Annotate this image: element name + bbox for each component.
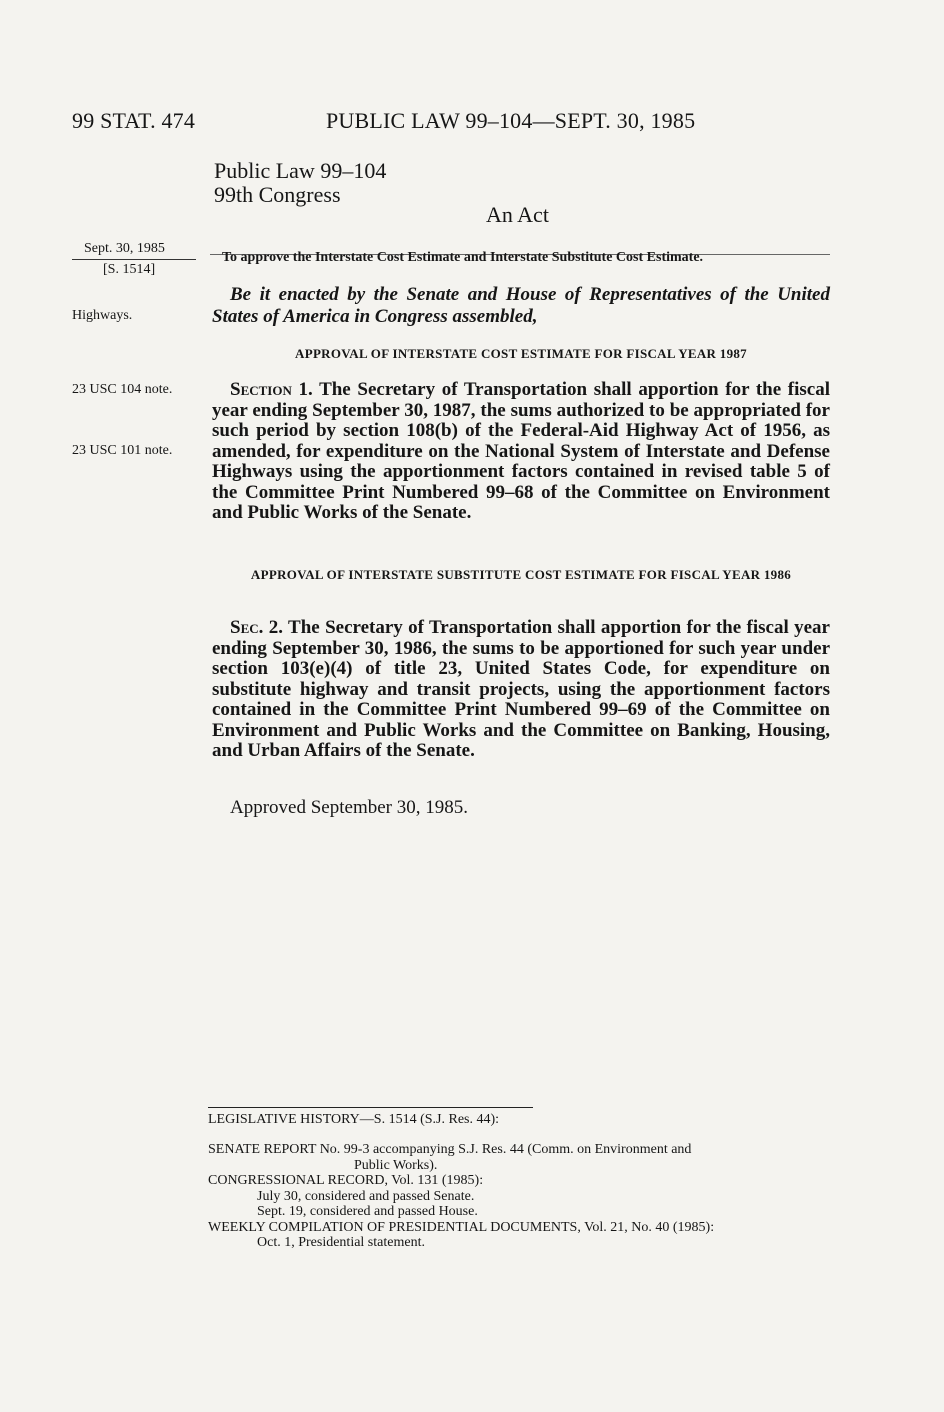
legislative-history-title: LEGISLATIVE HISTORY—S. 1514 (S.J. Res. 44): [208, 1112, 500, 1127]
congress-number: 99th Congress [214, 182, 341, 207]
section-1-text [212, 380, 830, 524]
section-1-heading: APPROVAL OF INTERSTATE COST ESTIMATE FOR FISCAL YEAR 1987 [295, 346, 747, 361]
legislative-history-rule [208, 1107, 533, 1108]
legislative-history-line: WEEKLY COMPILATION OF PRESIDENTIAL DOCUMENTS, Vol. 21, No. 40 (1985): [208, 1219, 715, 1235]
margin-usc-note-1: 23 USC 104 note. [72, 382, 173, 397]
an-act-title: An Act [486, 202, 549, 227]
enacting-clause: Be it enacted by the Senate and House of Representatives of the United States of America in Congress assembled, [212, 284, 830, 327]
section-2-label: Sec. 2. [230, 617, 283, 638]
legislative-history-line: Oct. 1, Presidential statement. [257, 1235, 425, 1250]
margin-usc-note-2: 23 USC 101 note. [72, 443, 173, 458]
public-law-number: Public Law 99–104 [214, 158, 387, 183]
section-2-text [212, 618, 830, 762]
margin-bill-number: [S. 1514] [103, 262, 156, 277]
approval-date: Approved September 30, 1985. [230, 797, 468, 818]
legislative-history-line: SENATE REPORT No. 99-3 accompanying S.J. Res. 44 (Comm. on Environment and [208, 1142, 692, 1157]
margin-date: Sept. 30, 1985 [84, 241, 165, 256]
legislative-history-list [208, 1142, 832, 1251]
legislative-history-line: Public Works). [354, 1157, 438, 1173]
legislative-history-line: Sept. 19, considered and passed House. [257, 1204, 478, 1219]
section-2-heading: APPROVAL OF INTERSTATE SUBSTITUTE COST ESTIMATE FOR FISCAL YEAR 1986 [250, 567, 792, 582]
section-2-body: The Secretary of Transportation shall apportion for the fiscal year ending September 30, 1986, the sums to be apportioned for such year under section 103(e)(4) of title 23, United States Code, for expenditure on substitute highway and transit projects, using the apportionment factors contained in the Committee Print Numbered 99–69 of the Committee on Environment and Public Works and the Committee on Banking, Housing, and Urban Affairs of the Senate. [212, 617, 830, 761]
legislative-history-line: CONGRESSIONAL RECORD, Vol. 131 (1985): [208, 1173, 484, 1188]
margin-subject: Highways. [72, 308, 133, 323]
purpose-clause: To approve the Interstate Cost Estimate and Interstate Substitute Cost Estimate. [222, 250, 704, 265]
margin-divider [72, 259, 196, 260]
section-1-body: The Secretary of Transportation shall apportion for the fiscal year ending September 30, 1987, the sums authorized to be appropriated for such period by section 108(b) of the Federal-Aid Highway Act of 1956, as amended, for expenditure on the National System of Interstate and Defense Highways using the apportionment factors contained in revised table 5 of the Committee Print Numbered 99–68 of the Committee on Environment and Public Works of the Senate. [212, 379, 831, 523]
page-stat-reference: 99 STAT. 474 [72, 108, 196, 133]
running-header: PUBLIC LAW 99–104—SEPT. 30, 1985 [326, 108, 696, 133]
section-1-label: Section 1. [230, 379, 313, 400]
legislative-history-line: July 30, considered and passed Senate. [257, 1188, 475, 1204]
